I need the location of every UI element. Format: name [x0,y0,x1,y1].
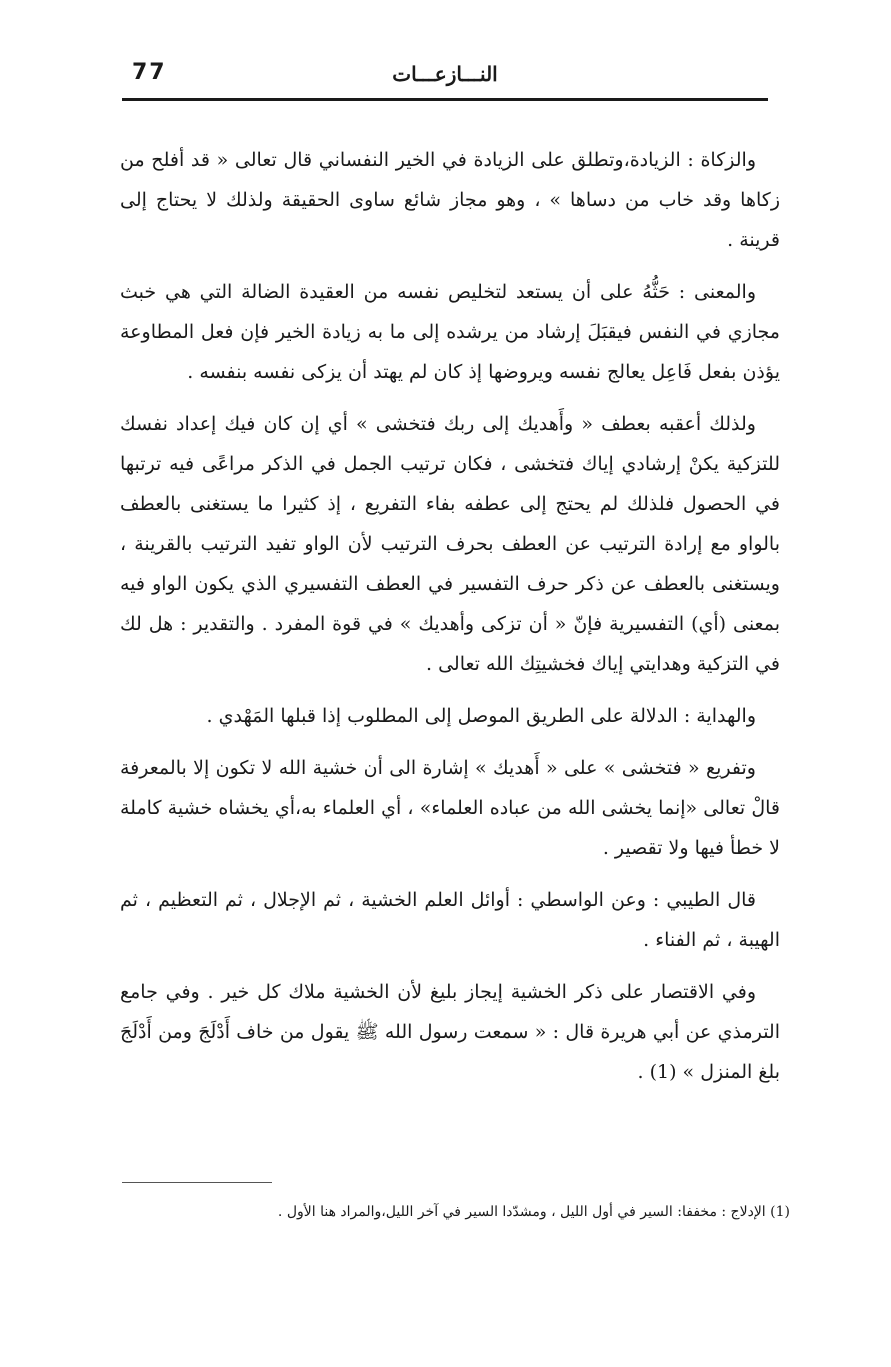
paragraph-5: وتفريع « فتخشى » على « أَهديك » إشارة الى أن خشية الله لا تكون إلا بالمعرفة قالْ تعالى «إنما يخشى الله من عباده العلماء» ، أي العلماء به،أي يخشاه خشية كاملة لا خطأ فيها ولا تقصير . [120,757,780,859]
footnote-rule [122,1182,272,1183]
paragraph-6: قال الطيبي : وعن الواسطي : أوائل العلم الخشية ، ثم الإجلال ، ثم التعظيم ، ثم الهيبة ، ثم الفناء . [120,889,780,951]
footnote: (1) الإدلاج : مخففا: السير في أول الليل ، ومشدّدا السير في آخر الليل،والمراد هنا الأول . [277,1204,790,1220]
paragraph-3: ولذلك أعقبه بعطف « وأَهديك إلى ربك فتخشى » أي إن كان فيك إعداد نفسك للتزكية يكنْ إرشادي إياك فتخشى ، فكان ترتيب الجمل في الذكر مراعًى فيه ترتبها في الحصول فلذلك لم يحتج إلى عطفه بفاء التفريع ، إذ كثيرا ما يستغنى بالعطف بالواو مع إرادة الترتيب عن العطف بحرف الترتيب لأن الواو تفيد الترتيب بالقرينة ، ويستغنى بالعطف عن ذكر حرف التفسير في العطف التفسيري الذي يكون الواو فيه بمعنى (أي) التفسيرية فإنّ « أن تزكى وأهديك » في قوة المفرد . والتقدير : هل لك في التزكية وهدايتي إياك فخشيتِك الله تعالى . [120,413,780,675]
paragraph-7: وفي الاقتصار على ذكر الخشية إيجاز بليغ لأن الخشية ملاك كل خير . وفي جامع الترمذي عن أبي هريرة قال : « سمعت رسول الله ﷺ يقول من خاف أَدْلَجَ ومن أَدْلَجَ بلغ المنزل » (1) . [120,981,780,1083]
paragraph-1: والزكاة : الزيادة،وتطلق على الزيادة في الخير النفساني قال تعالى « قد أفلح من زكاها وقد خاب من دساها » ، وهو مجاز شائع ساوى الحقيقة ولذلك لا يحتاج إلى قرينة . [120,149,780,251]
paragraph-4: والهداية : الدلالة على الطريق الموصل إلى المطلوب إذا قبلها المَهْدي . [206,705,756,727]
header-rule [122,98,768,101]
paragraph-2: والمعنى : حَثُّهُ على أن يستعد لتخليص نفسه من العقيدة الضالة التي هي خبث مجازي في النفس فيقبَلَ إرشاد من يرشده إلى ما به زيادة الخير فإن فعل المطاوعة يؤذن بفعل فَاعِل يعالج نفسه ويروضها إذ كان لم يهتد أن يزكى نفسه بنفسه . [120,281,780,383]
page-header [122,56,768,96]
body-text [120,140,780,1104]
page-number: 77 [132,60,167,85]
running-title: النـــازعـــات [392,62,498,86]
